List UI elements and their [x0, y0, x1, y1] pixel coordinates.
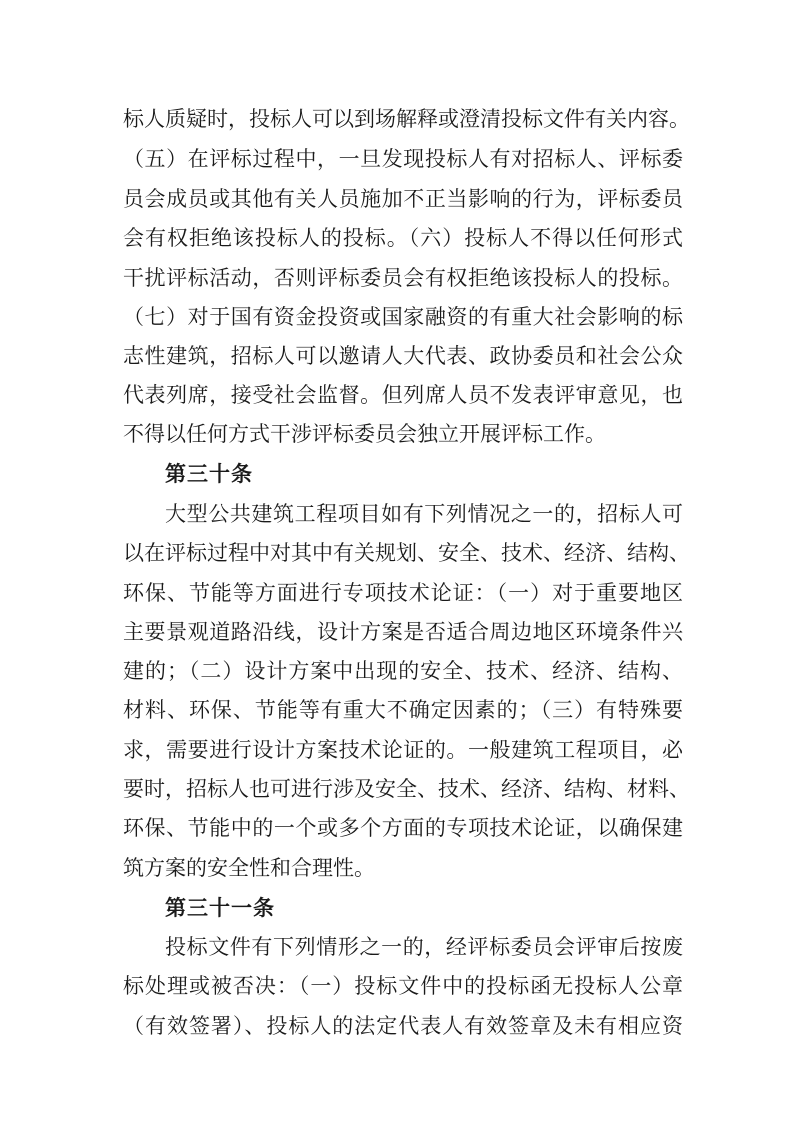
paragraph-line: 筑方案的安全性和合理性。 [123, 856, 375, 880]
paragraph-line: 大型公共建筑工程项目如有下列情况之一的，招标人可 [165, 502, 683, 526]
paragraph-line: 标处理或被否决：（一）投标文件中的投标函无投标人公章 [123, 974, 683, 998]
paragraph-line: （有效签署）、投标人的法定代表人有效签章及未有相应资 [123, 1014, 683, 1038]
paragraph-line: 志性建筑，招标人可以邀请人大代表、政协委员和社会公众 [123, 344, 683, 368]
paragraph-line: 员会成员或其他有关人员施加不正当影响的行为，评标委员 [123, 187, 683, 211]
paragraph-line: 要时，招标人也可进行涉及安全、技术、经济、结构、材料、 [123, 777, 690, 801]
paragraph-line: 环保、节能中的一个或多个方面的专项技术论证，以确保建 [123, 816, 683, 840]
paragraph-line: 建的；（二）设计方案中出现的安全、技术、经济、结构、 [123, 659, 683, 683]
paragraph-line: 求，需要进行设计方案技术论证的。一般建筑工程项目，必 [123, 738, 683, 762]
article-heading: 第三十条 [165, 461, 253, 486]
paragraph-line: 干扰评标活动，否则评标委员会有权拒绝该投标人的投标。 [123, 266, 683, 290]
paragraph-line: 不得以任何方式干涉评标委员会独立开展评标工作。 [123, 422, 606, 446]
paragraph-line: 投标文件有下列情形之一的，经评标委员会评审后按废 [165, 935, 683, 959]
paragraph-line: （七）对于国有资金投资或国家融资的有重大社会影响的标 [123, 305, 683, 329]
paragraph-line: 代表列席，接受社会监督。但列席人员不发表评审意见，也 [123, 383, 683, 407]
paragraph-line: 材料、环保、节能等有重大不确定因素的；（三）有特殊要 [123, 698, 683, 722]
paragraph-line: （五）在评标过程中，一旦发现投标人有对招标人、评标委 [123, 147, 683, 171]
paragraph-line: 会有权拒绝该投标人的投标。（六）投标人不得以任何形式 [123, 226, 683, 250]
article-heading: 第三十一条 [165, 895, 275, 920]
paragraph-line: 标人质疑时，投标人可以到场解释或澄清投标文件有关内容。 [123, 107, 690, 131]
paragraph-line: 环保、节能等方面进行专项技术论证：（一）对于重要地区 [123, 581, 683, 605]
paragraph-line: 主要景观道路沿线，设计方案是否适合周边地区环境条件兴 [123, 620, 683, 644]
paragraph-line: 以在评标过程中对其中有关规划、安全、技术、经济、结构、 [123, 541, 690, 565]
